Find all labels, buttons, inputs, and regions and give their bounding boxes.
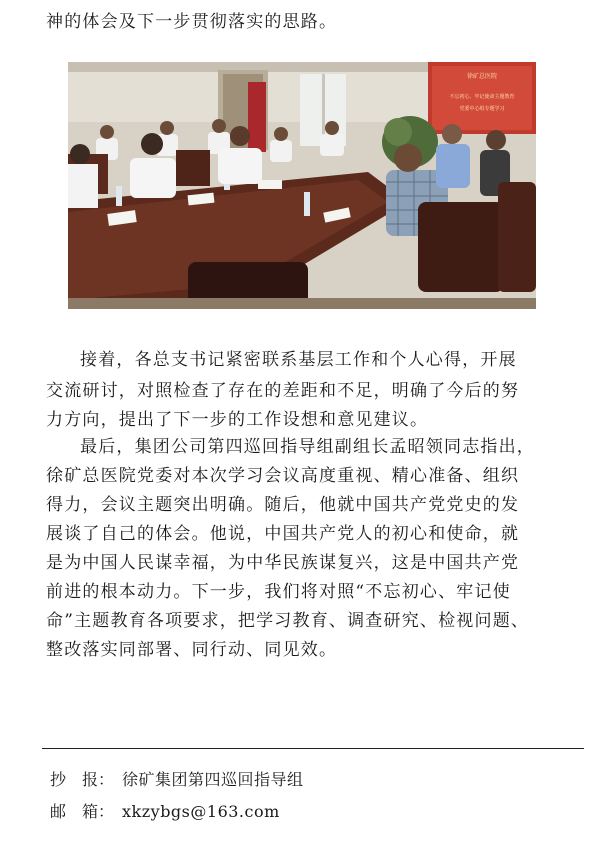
paragraph-2-line-3: 得力，会议主题突出明确。随后，他就中国共产党党史的发 [46,495,520,515]
footer-email-label: 邮 箱： [50,802,115,821]
paragraph-2-line-7: 命”主题教育各项要求，把学习教育、调查研究、检视问题、 [46,611,530,631]
paragraph-2-line-1: 最后，集团公司第四巡回指导组副组长孟昭领同志指出， [80,437,535,457]
paragraph-2-line-5: 是为中国人民谋幸福，为中华民族谋复兴，这是中国共产党 [46,553,520,573]
paragraph-1-line-3: 力方向，提出了下一步的工作设想和意见建议。 [46,410,429,430]
screen-banner-line-1: 徐矿总医院 [466,73,498,80]
paragraph-1-line-1: 接着，各总支书记紧密联系基层工作和个人心得，开展 [80,350,517,370]
footer-email-value[interactable]: xkzybgs@163.com [122,802,280,821]
footer-cc-label: 抄 报： [50,770,115,789]
paragraph-1-line-2: 交流研讨，对照检查了存在的差距和不足，明确了今后的努 [46,381,520,401]
screen-banner-line-2: 不忘初心、牢记使命主题教育 [449,94,515,100]
paragraph-2-line-2: 徐矿总医院党委对本次学习会议高度重视、精心准备、组织 [46,466,520,486]
footer-cc-value: 徐矿集团第四巡回指导组 [122,770,304,789]
paragraph-2-line-8: 整改落实同部署、同行动、同见效。 [46,640,338,660]
footer-divider [42,748,584,749]
paragraph-2-line-6: 前进的根本动力。下一步，我们将对照“不忘初心、牢记使 [46,582,511,602]
meeting-photo [68,62,536,309]
meeting-photo-illustration [68,62,536,309]
footer-cc [50,770,304,790]
screen-banner-line-3: 党委中心组专题学习 [459,106,505,112]
paragraph-2-line-4: 展谈了自己的体会。他说，中国共产党人的初心和使命，就 [46,524,520,544]
top-text-line: 神的体会及下一步贯彻落实的思路。 [46,12,338,32]
footer-email [50,802,280,822]
